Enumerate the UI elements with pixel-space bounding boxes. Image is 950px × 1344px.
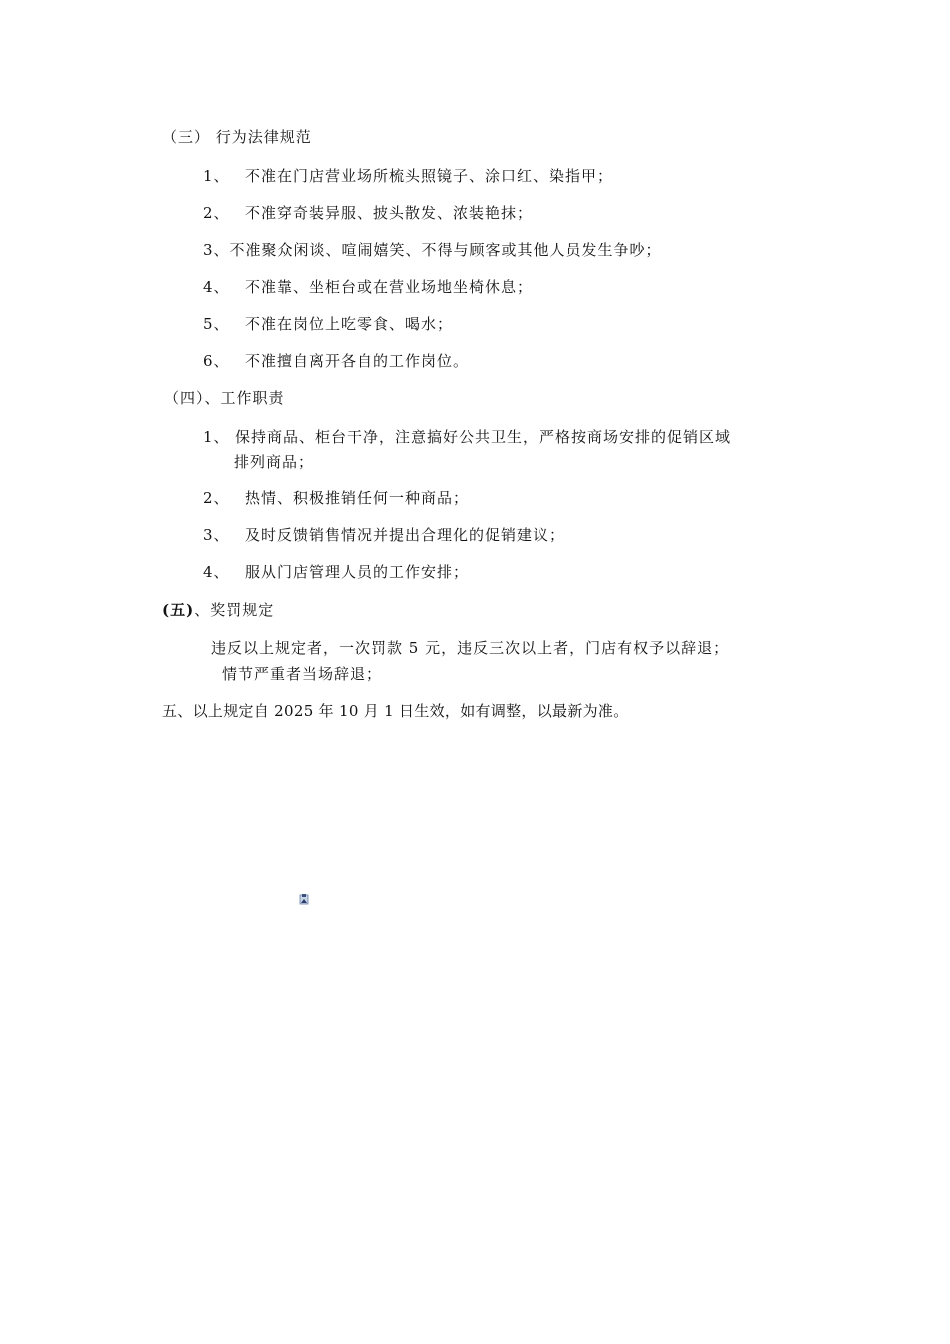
section-3-item-6 (203, 351, 469, 371)
section-4-item-3 (203, 525, 565, 545)
item-number: 4、 (203, 278, 230, 296)
item-number: 4、 (203, 563, 230, 581)
section-3-item-3 (203, 240, 662, 260)
small-image-icon (299, 893, 309, 905)
section-4-item-1-continued: 排列商品； (234, 453, 315, 471)
item-text: 不准擅自离开各自的工作岗位。 (245, 352, 470, 370)
item-text: 不准穿奇装异服、披头散发、浓装艳抹； (245, 204, 534, 222)
item-number: 2、 (203, 489, 230, 507)
section-5-heading-title: 、奖罚规定 (194, 601, 275, 619)
section-4-item-1 (203, 427, 731, 447)
item-text: 不准在门店营业场所梳头照镜子、涂口红、染指甲； (245, 167, 614, 185)
section-3-item-5 (203, 314, 453, 334)
section-4-item-2 (203, 488, 469, 508)
section-3-item-1 (203, 166, 613, 186)
section-3-item-4 (203, 277, 533, 297)
item-number: 1、 (203, 428, 230, 446)
item-number: 3、 (203, 526, 230, 544)
section-5-text: 违反以上规定者，一次罚款 5 元，违反三次以上者，门店有权予以辞退； (211, 639, 730, 657)
item-text: 服从门店管理人员的工作安排； (245, 563, 470, 581)
item-number: 6、 (203, 352, 230, 370)
item-number: 5、 (203, 315, 230, 333)
item-text: 不准靠、坐柜台或在营业场地坐椅休息； (245, 278, 534, 296)
section-4-heading: （四）、工作职责 (164, 389, 285, 407)
section-3-heading: （三） 行为法律规范 (162, 128, 312, 146)
item-text: 保持商品、柜台干净，注意搞好公共卫生，严格按商场安排的促销区域 (235, 428, 732, 446)
item-number: 2、 (203, 204, 230, 222)
item-text: 热情、积极推销任何一种商品； (245, 489, 470, 507)
item-text: 3、不准聚众闲谈、喧闹嬉笑、不得与顾客或其他人员发生争吵； (203, 241, 662, 259)
section-4-item-4 (203, 562, 469, 582)
section-5-text-continued: 情节严重者当场辞退； (222, 665, 383, 683)
item-text: 不准在岗位上吃零食、喝水； (245, 315, 454, 333)
section-5-heading-number: (五) (162, 601, 195, 619)
item-number: 1、 (203, 167, 230, 185)
section-5-heading (162, 600, 274, 620)
closing-statement: 五、以上规定自 2025 年 10 月 1 日生效，如有调整，以最新为准。 (162, 702, 629, 720)
item-text: 及时反馈销售情况并提出合理化的促销建议； (245, 526, 566, 544)
section-3-item-2 (203, 203, 533, 223)
